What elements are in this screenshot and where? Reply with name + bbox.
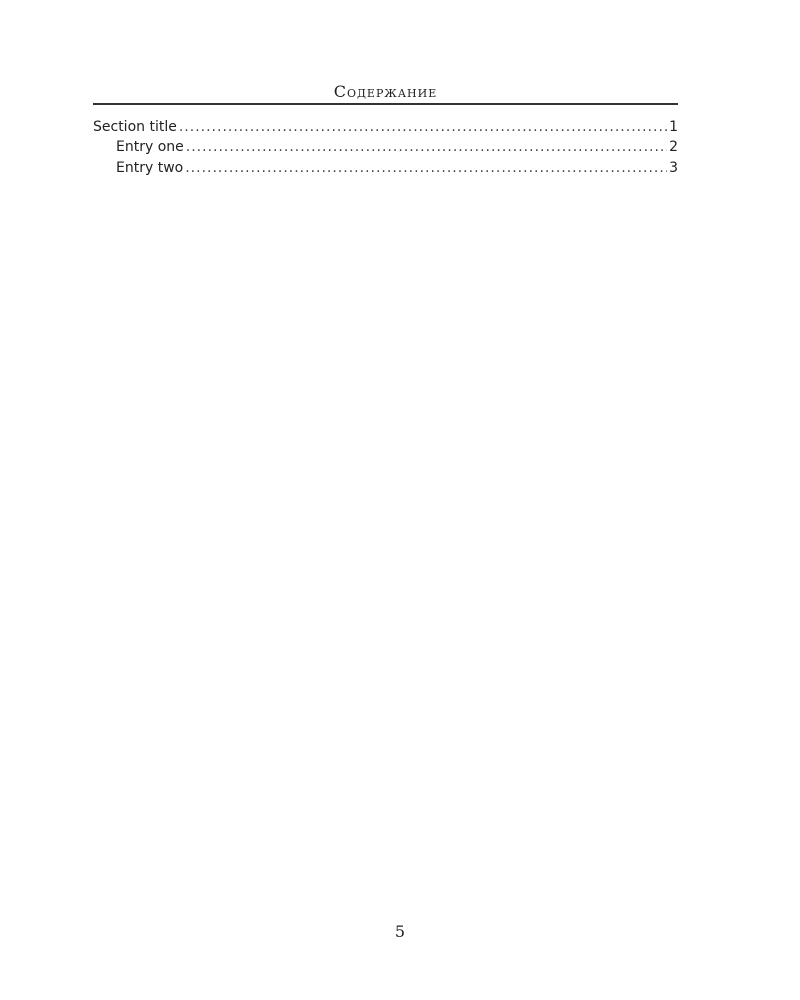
toc-section xyxy=(93,117,678,178)
toc-page-number: 1 xyxy=(669,119,678,135)
toc-entry-label: Entry one xyxy=(116,139,184,156)
toc-entry-label: Section title xyxy=(93,119,177,135)
toc-section-heading xyxy=(93,117,678,137)
toc-dot-leader xyxy=(179,117,667,137)
toc-page-number: 2 xyxy=(669,139,678,156)
page-header-title: Содержание xyxy=(333,82,438,101)
page-number: 5 xyxy=(394,922,406,941)
toc-entry xyxy=(93,158,678,178)
toc-page-number: 3 xyxy=(669,159,678,176)
toc-dot-leader xyxy=(185,158,667,178)
toc-entry xyxy=(93,137,678,157)
toc-dot-leader xyxy=(186,137,667,157)
table-of-contents xyxy=(93,117,678,198)
toc-entry-label: Entry two xyxy=(116,159,184,176)
header-rule xyxy=(93,103,678,105)
